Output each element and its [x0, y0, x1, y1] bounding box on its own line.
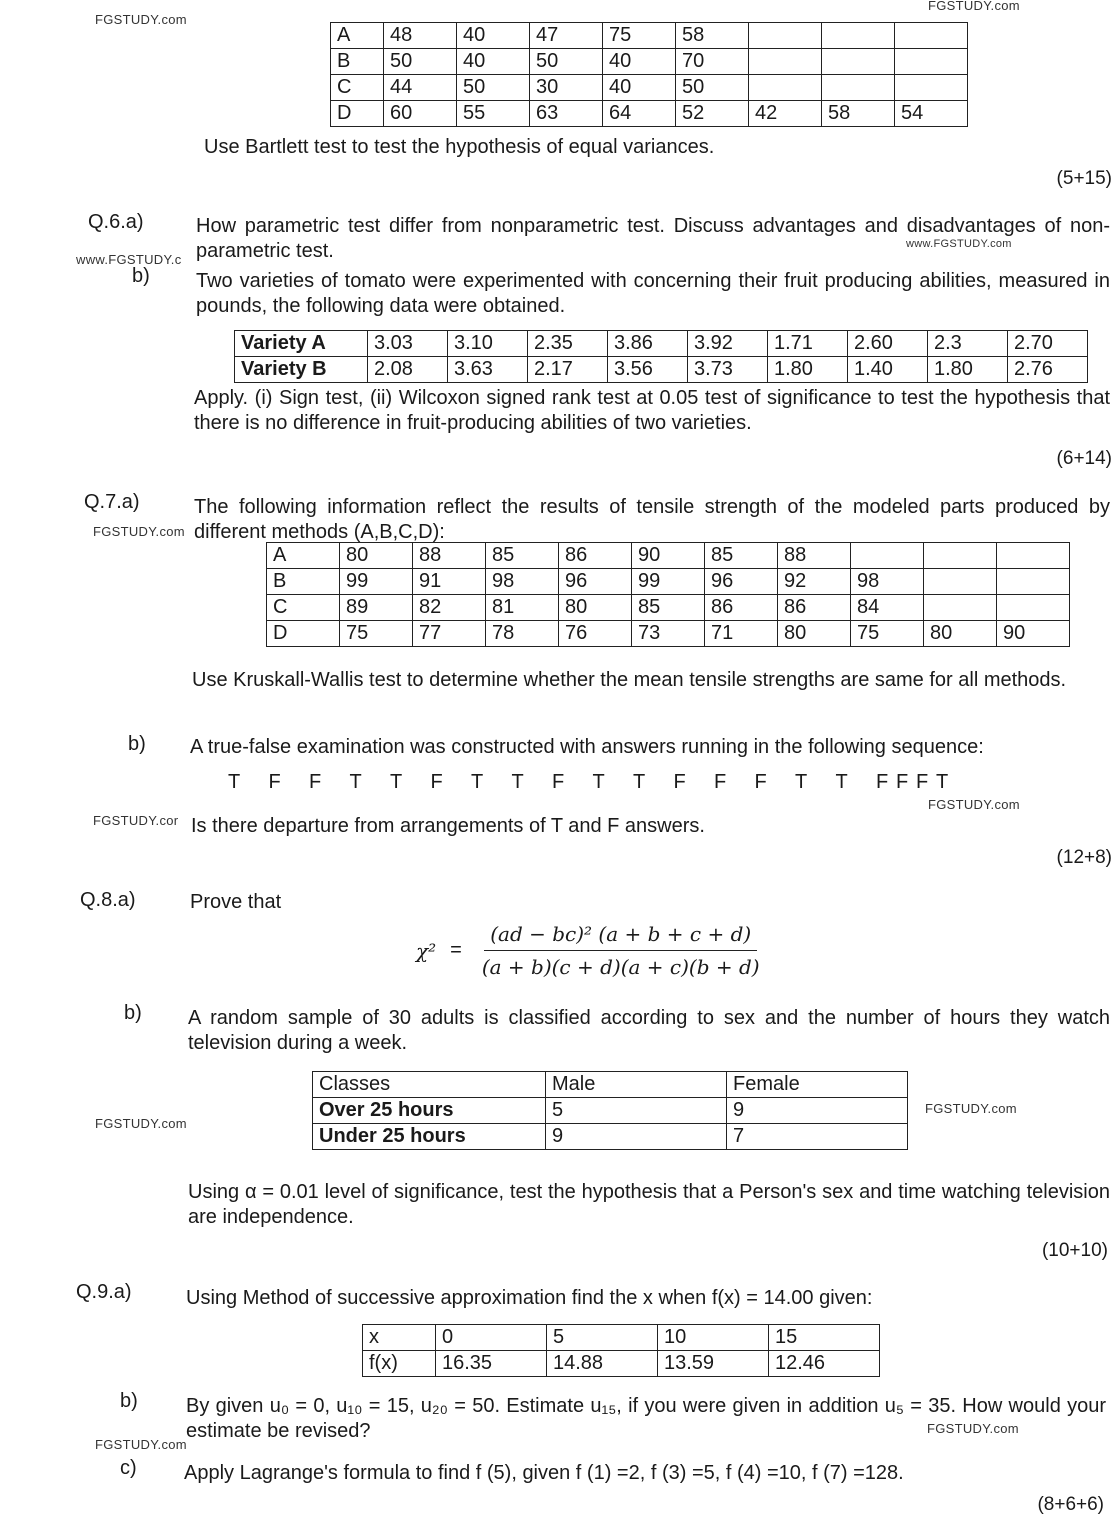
table-cell: 58	[676, 23, 749, 49]
table-cell: Male	[546, 1072, 727, 1098]
table-cell: 1.71	[768, 331, 848, 357]
watermark: FGSTUDY.cor	[93, 813, 179, 828]
table-cell: 75	[603, 23, 676, 49]
row-label-cell: B	[267, 569, 340, 595]
table-cell: 15	[769, 1325, 880, 1351]
table-cell: 80	[340, 543, 413, 569]
q5-marks: (5+15)	[1056, 168, 1112, 189]
q6b-label: b)	[132, 265, 150, 287]
tensile-strength-table	[266, 542, 1070, 647]
table-cell: 48	[384, 23, 457, 49]
table-cell	[822, 23, 895, 49]
table-cell: 42	[749, 101, 822, 127]
table-row	[363, 1325, 880, 1351]
q8b-instruction: Using α = 0.01 level of significance, test the hypothesis that a Person's sex and time watching television are independence.	[188, 1181, 1110, 1228]
table-cell: 47	[530, 23, 603, 49]
table-cell: 2.08	[368, 357, 448, 383]
watermark: FGSTUDY.com	[928, 797, 1020, 812]
q9-marks: (8+6+6)	[1037, 1494, 1104, 1515]
table-cell: 92	[778, 569, 851, 595]
tf-answer: T	[471, 771, 484, 793]
row-label-cell: Over 25 hours	[313, 1098, 546, 1124]
table-cell: 3.03	[368, 331, 448, 357]
row-label-cell: C	[331, 75, 384, 101]
q9b-label: b)	[120, 1390, 138, 1412]
table-cell: 50	[676, 75, 749, 101]
table-cell	[851, 543, 924, 569]
table-cell	[997, 569, 1070, 595]
table-cell: 3.10	[448, 331, 528, 357]
row-label-cell: Variety A	[235, 331, 368, 357]
table-cell: 75	[851, 621, 924, 647]
watermark: www.FGSTUDY.com	[906, 238, 1012, 250]
table-cell: 82	[413, 595, 486, 621]
table-cell: 84	[851, 595, 924, 621]
table-cell	[749, 75, 822, 101]
table-cell: 71	[705, 621, 778, 647]
q7-marks: (12+8)	[1056, 847, 1112, 868]
table-cell: 52	[676, 101, 749, 127]
row-label-cell: Variety B	[235, 357, 368, 383]
table-cell: 99	[632, 569, 705, 595]
watermark: www.FGSTUDY.c	[76, 252, 182, 267]
table-cell	[822, 49, 895, 75]
table-cell: 1.80	[768, 357, 848, 383]
table-cell	[895, 49, 968, 75]
q9b-text: By given u₀ = 0, u₁₀ = 15, u₂₀ = 50. Estimate u₁₅, if you were given in addition u₅ = 35. How would your estimate be revised?	[186, 1395, 1106, 1442]
table-cell: 30	[530, 75, 603, 101]
table-row	[313, 1072, 908, 1098]
row-label-cell: Classes	[313, 1072, 546, 1098]
table-cell: 3.92	[688, 331, 768, 357]
table-row	[267, 595, 1070, 621]
table-cell: 2.3	[928, 331, 1008, 357]
row-label-cell: D	[331, 101, 384, 127]
q8a-text: Prove that	[190, 891, 282, 913]
table-cell: 70	[676, 49, 749, 75]
table-cell: 81	[486, 595, 559, 621]
tf-answer: T	[936, 771, 949, 793]
formula-equals: =	[450, 939, 462, 961]
q6a-text: How parametric test differ from nonparametric test. Discuss advantages and disadvantages of non-parametric test.	[196, 215, 1110, 262]
q7b-question: Is there departure from arrangements of T and F answers.	[191, 815, 705, 837]
table-cell: 5	[546, 1098, 727, 1124]
tf-answer: T	[633, 771, 646, 793]
table-cell: 2.76	[1008, 357, 1088, 383]
table-cell: 85	[486, 543, 559, 569]
table-cell: 91	[413, 569, 486, 595]
table-cell	[822, 75, 895, 101]
table-row	[313, 1098, 908, 1124]
table-cell: 85	[705, 543, 778, 569]
table-cell: 3.73	[688, 357, 768, 383]
table-row	[313, 1124, 908, 1150]
tf-answer: T	[511, 771, 524, 793]
q9a-text: Using Method of successive approximation find the x when f(x) = 14.00 given:	[186, 1287, 873, 1309]
table-cell: 88	[778, 543, 851, 569]
table-cell	[895, 75, 968, 101]
tf-answer: F	[896, 771, 909, 793]
table-cell: 80	[559, 595, 632, 621]
table-cell: 96	[559, 569, 632, 595]
table-cell: 90	[997, 621, 1070, 647]
table-cell: 3.56	[608, 357, 688, 383]
table-cell: 90	[632, 543, 705, 569]
table-cell: 58	[822, 101, 895, 127]
table-row	[331, 49, 968, 75]
table-cell: 76	[559, 621, 632, 647]
tf-answer: F	[916, 771, 929, 793]
table-cell: 2.17	[528, 357, 608, 383]
table-cell: 50	[384, 49, 457, 75]
variance-data-table	[330, 22, 968, 127]
watermark: FGSTUDY.com	[927, 1421, 1019, 1436]
table-cell: 86	[559, 543, 632, 569]
table-row	[331, 23, 968, 49]
tomato-variety-table	[234, 330, 1088, 383]
table-cell: 75	[340, 621, 413, 647]
tf-answer: T	[349, 771, 362, 793]
table-cell: 1.40	[848, 357, 928, 383]
formula-numerator: (ad − bc)² (a + b + c + d)	[484, 922, 757, 951]
q7b-text: A true-false examination was constructed with answers running in the following sequence:	[190, 736, 984, 758]
table-cell: 9	[546, 1124, 727, 1150]
tf-answer: F	[754, 771, 767, 793]
chi-square-formula	[416, 922, 766, 979]
table-row	[267, 543, 1070, 569]
q7a-instruction: Use Kruskall-Wallis test to determine whether the mean tensile strengths are same for all methods.	[192, 669, 1067, 691]
watermark: FGSTUDY.com	[928, 0, 1020, 13]
tf-answer: F	[673, 771, 686, 793]
q6-number: Q.6.a)	[88, 211, 144, 233]
table-row	[235, 331, 1088, 357]
table-cell	[997, 595, 1070, 621]
watermark: FGSTUDY.com	[925, 1101, 1017, 1116]
table-cell	[997, 543, 1070, 569]
table-cell: 54	[895, 101, 968, 127]
table-cell	[895, 23, 968, 49]
table-cell: 40	[603, 49, 676, 75]
table-cell: 86	[705, 595, 778, 621]
tf-answer: F	[268, 771, 281, 793]
table-cell: 50	[530, 49, 603, 75]
watermark: FGSTUDY.com	[95, 12, 187, 27]
q8b-label: b)	[124, 1002, 142, 1024]
table-cell: 40	[603, 75, 676, 101]
tf-answer: T	[228, 771, 241, 793]
q7-number: Q.7.a)	[84, 491, 140, 513]
table-row	[267, 569, 1070, 595]
table-cell: 2.60	[848, 331, 928, 357]
table-cell: 2.70	[1008, 331, 1088, 357]
table-row	[331, 75, 968, 101]
table-cell	[749, 23, 822, 49]
table-cell: 5	[547, 1325, 658, 1351]
row-label-cell: C	[267, 595, 340, 621]
table-cell: 0	[436, 1325, 547, 1351]
table-cell: 98	[486, 569, 559, 595]
table-cell: 60	[384, 101, 457, 127]
table-cell: 80	[924, 621, 997, 647]
q8-number: Q.8.a)	[80, 889, 136, 911]
tf-answer: T	[592, 771, 605, 793]
table-cell	[924, 595, 997, 621]
watermark: FGSTUDY.com	[93, 524, 185, 539]
tf-answer: F	[309, 771, 322, 793]
table-cell: 10	[658, 1325, 769, 1351]
tv-hours-contingency-table	[312, 1071, 908, 1150]
table-cell: 64	[603, 101, 676, 127]
table-cell: 14.88	[547, 1351, 658, 1377]
q6b-instruction: Apply. (i) Sign test, (ii) Wilcoxon signed rank test at 0.05 test of significance to test the hypothesis that there is no difference in fruit-producing abilities of two varieties.	[194, 387, 1110, 434]
table-cell: 78	[486, 621, 559, 647]
formula-denominator: (a + b)(c + d)(a + c)(b + d)	[481, 955, 760, 979]
table-cell: 88	[413, 543, 486, 569]
formula-fraction	[476, 922, 766, 979]
table-cell: 2.35	[528, 331, 608, 357]
table-cell: 73	[632, 621, 705, 647]
table-cell: 89	[340, 595, 413, 621]
table-cell: 96	[705, 569, 778, 595]
row-label-cell: A	[267, 543, 340, 569]
table-cell: 9	[727, 1098, 908, 1124]
tf-answer: F	[552, 771, 565, 793]
table-cell: 40	[457, 49, 530, 75]
q5-instruction: Use Bartlett test to test the hypothesis of equal variances.	[204, 136, 715, 158]
table-cell	[924, 569, 997, 595]
formula-lhs: χ²	[416, 938, 437, 963]
q6-marks: (6+14)	[1056, 448, 1112, 469]
table-row	[331, 101, 968, 127]
watermark: FGSTUDY.com	[95, 1116, 187, 1131]
row-label-cell: Under 25 hours	[313, 1124, 546, 1150]
q8b-text: A random sample of 30 adults is classified according to sex and the number of hours they watch television during a week.	[188, 1007, 1110, 1054]
table-row	[235, 357, 1088, 383]
row-label-cell: A	[331, 23, 384, 49]
table-cell: 3.63	[448, 357, 528, 383]
row-label-cell: B	[331, 49, 384, 75]
table-cell: 86	[778, 595, 851, 621]
q7b-label: b)	[128, 733, 146, 755]
table-cell: 3.86	[608, 331, 688, 357]
tf-answer: F	[430, 771, 443, 793]
table-cell: 55	[457, 101, 530, 127]
table-cell: 85	[632, 595, 705, 621]
q6b-text: Two varieties of tomato were experimented with concerning their fruit producing abilities, measured in pounds, the following data were obtained.	[196, 270, 1110, 317]
row-label-cell: x	[363, 1325, 436, 1351]
tf-answer: T	[390, 771, 403, 793]
table-row	[267, 621, 1070, 647]
q9c-label: c)	[120, 1457, 137, 1479]
successive-approximation-table	[362, 1324, 880, 1377]
tf-answer-sequence	[228, 771, 956, 794]
tf-answer: T	[835, 771, 848, 793]
table-cell: 98	[851, 569, 924, 595]
row-label-cell: f(x)	[363, 1351, 436, 1377]
tf-answer: F	[876, 771, 889, 793]
q9c-text: Apply Lagrange's formula to find f (5), given f (1) =2, f (3) =5, f (4) =10, f (7) =128.	[184, 1462, 904, 1484]
table-cell: 1.80	[928, 357, 1008, 383]
table-cell: 13.59	[658, 1351, 769, 1377]
tf-answer: T	[795, 771, 808, 793]
table-cell: 50	[457, 75, 530, 101]
watermark: FGSTUDY.com	[95, 1437, 187, 1452]
q9-number: Q.9.a)	[76, 1281, 132, 1303]
table-cell: 44	[384, 75, 457, 101]
table-cell: 63	[530, 101, 603, 127]
table-cell: 80	[778, 621, 851, 647]
table-cell: 40	[457, 23, 530, 49]
tf-answer: F	[714, 771, 727, 793]
table-cell	[749, 49, 822, 75]
table-cell: 16.35	[436, 1351, 547, 1377]
table-cell: 77	[413, 621, 486, 647]
table-cell	[924, 543, 997, 569]
table-cell: 99	[340, 569, 413, 595]
table-cell: Female	[727, 1072, 908, 1098]
table-row	[363, 1351, 880, 1377]
q7a-text: The following information reflect the results of tensile strength of the modeled parts produced by different methods (A,B,C,D):	[194, 496, 1110, 543]
table-cell: 7	[727, 1124, 908, 1150]
table-cell: 12.46	[769, 1351, 880, 1377]
row-label-cell: D	[267, 621, 340, 647]
q8-marks: (10+10)	[1041, 1240, 1108, 1261]
